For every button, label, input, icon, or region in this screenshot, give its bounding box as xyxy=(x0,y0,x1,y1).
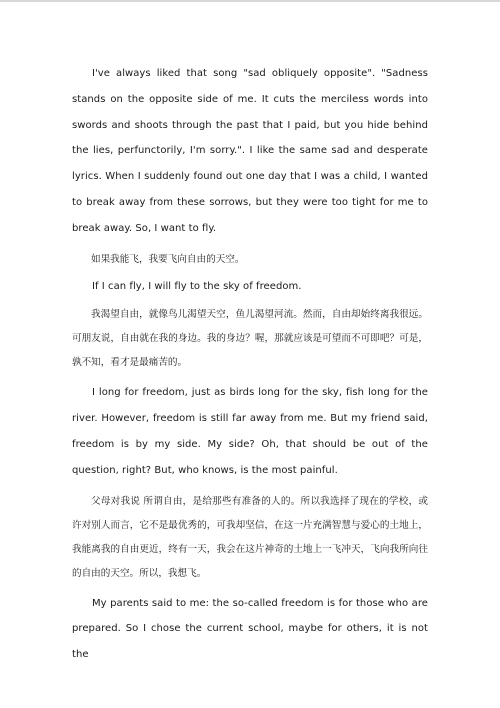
paragraph-song-lyrics: I've always liked that song "sad obliquely opposite". "Sadness stands on the opposite side of me. It cuts the merciless words into swords and shoots through the past that I paid, but you hide behind the lies, perfunctorily, I'm sorry.". I like the same sad and desperate lyrics. When I suddenly found out one day that I was a child, I wanted to break away from these sorrows, but they were too tight for me to break away. So, I want to fly. xyxy=(72,68,428,234)
document-body xyxy=(72,61,428,668)
page-top-edge xyxy=(0,0,500,2)
paragraph-fly-cn: 如果我能飞，我要飞向自由的天空。 xyxy=(91,253,245,265)
paragraph-freedom-cn: 我渴望自由，就像鸟儿渴望天空，鱼儿渴望河流。然而，自由却始终离我很远。可朋友说，自由就在我的身边。我的身边？喔，那就应该是可望而不可即吧？可是，孰不知，看才是最痛苦的。 xyxy=(72,309,428,369)
paragraph-fly-en: If I can fly, I will fly to the sky of freedom. xyxy=(92,280,302,292)
paragraph-parents-cn: 父母对我说 所谓自由，是给那些有准备的人的。所以我选择了现在的学校，或许对别人而言，它不是最优秀的，可我却坚信，在这一片充满智慧与爱心的土地上，我能离我的自由更近，终有一天，我会在这片神奇的土地上一飞冲天，飞向我所向往的自由的天空。所以，我想飞。 xyxy=(72,495,428,579)
paragraph-freedom-en: I long for freedom, just as birds long for the sky, fish long for the river. However, freedom is still far away from me. But my friend said, freedom is by my side. My side? Oh, that should be out of the question, right? But, who knows, is the most painful. xyxy=(72,387,428,476)
paragraph-parents-en: My parents said to me: the so-called freedom is for those who are prepared. So I chose the current school, maybe for others, it is not the xyxy=(72,597,428,661)
